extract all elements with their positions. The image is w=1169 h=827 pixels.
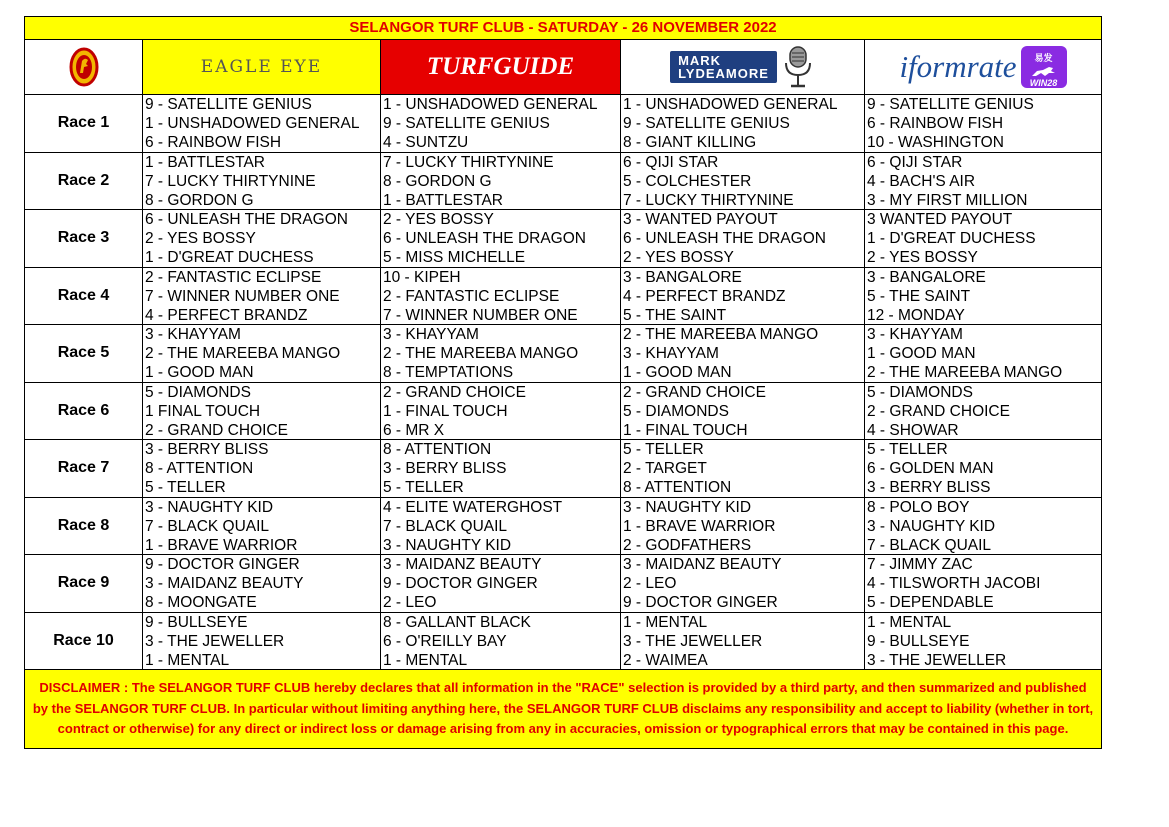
iformrate-picks-cell xyxy=(865,613,1101,670)
eagle-eye-picks-cell xyxy=(143,95,381,152)
mark-lydeamore-line1: MARK xyxy=(678,53,722,68)
pick-entry: 2 - WAIMEA xyxy=(623,651,708,669)
pick-entry: 5 - TELLER xyxy=(383,479,464,496)
pick-entry: 5 - THE SAINT xyxy=(623,306,727,324)
pick-entry: 1 FINAL TOUCH xyxy=(145,402,261,420)
pick-entry: 4 - SHOWAR xyxy=(867,421,959,439)
pick-entry: 2 - LEO xyxy=(623,575,677,592)
pick-entry: 3 - KHAYYAM xyxy=(867,326,963,343)
pick-entry: 7 - JIMMY ZAC xyxy=(867,556,973,573)
iformrate-logo-text: iformrate xyxy=(899,49,1017,84)
pick-entry: 4 - PERFECT BRANDZ xyxy=(145,306,308,324)
pick-entry: 6 - RAINBOW FISH xyxy=(145,134,282,151)
race-table xyxy=(25,95,1101,670)
pick-entry: 6 - MR X xyxy=(383,421,445,439)
race-label: Race 6 xyxy=(25,383,143,440)
pick-entry: 3 - THE JEWELLER xyxy=(867,651,1007,669)
iformrate-picks-cell xyxy=(865,498,1101,555)
pick-entry: 2 - YES BOSSY xyxy=(383,211,494,228)
pick-entry: 6 - QIJI STAR xyxy=(623,153,719,171)
turfguide-picks-cell xyxy=(381,383,621,440)
pick-entry: 6 - UNLEASH THE DRAGON xyxy=(623,230,826,247)
eagle-eye-picks-cell xyxy=(143,210,381,267)
race-label: Race 10 xyxy=(25,613,143,670)
race-label: Race 4 xyxy=(25,268,143,325)
eagle-eye-picks-cell xyxy=(143,325,381,382)
iformrate-logo xyxy=(899,46,1066,88)
pick-entry: 2 - THE MAREEBA MANGO xyxy=(623,326,819,343)
pick-entry: 1 - D'GREAT DUCHESS xyxy=(867,230,1036,247)
pick-entry: 4 - PERFECT BRANDZ xyxy=(623,287,786,305)
pick-entry: 2 - GRAND CHOICE xyxy=(145,421,288,439)
pick-entry: 3 - MAIDANZ BEAUTY xyxy=(145,575,304,592)
pick-entry: 2 - FANTASTIC ECLIPSE xyxy=(383,287,560,305)
pick-entry: 5 - DIAMONDS xyxy=(867,383,973,401)
race-label: Race 5 xyxy=(25,325,143,382)
pick-entry: 3 - BANGALORE xyxy=(867,268,986,286)
eagle-eye-picks-cell xyxy=(143,383,381,440)
eagle-eye-picks-cell xyxy=(143,153,381,210)
pick-entry: 2 - THE MAREEBA MANGO xyxy=(383,345,579,362)
pick-entry: 6 - QIJI STAR xyxy=(867,153,963,171)
pick-entry: 8 - MOONGATE xyxy=(145,594,257,611)
pick-entry: 5 - TELLER xyxy=(867,441,948,458)
pick-entry: 6 - O'REILLY BAY xyxy=(383,632,507,650)
pick-entry: 8 - ATTENTION xyxy=(623,479,732,496)
pick-entry: 4 - BACH'S AIR xyxy=(867,172,976,190)
pick-entry: 9 - BULLSEYE xyxy=(145,613,248,631)
mark-lydeamore-picks-cell xyxy=(621,325,865,382)
win28-badge-text: WIN28 xyxy=(1029,78,1058,88)
iformrate-picks-cell xyxy=(865,153,1101,210)
pick-entry: 2 - LEO xyxy=(383,594,437,611)
pick-entry: 9 - DOCTOR GINGER xyxy=(145,556,300,573)
pick-entry: 6 - RAINBOW FISH xyxy=(867,115,1004,132)
eagle-eye-logo-text: EAGLE EYE xyxy=(200,57,323,77)
pick-entry: 9 - DOCTOR GINGER xyxy=(623,594,778,611)
pick-entry: 1 - MENTAL xyxy=(145,651,230,669)
turfguide-picks-cell xyxy=(381,325,621,382)
turfguide-picks-cell xyxy=(381,153,621,210)
pick-entry: 3 - MAIDANZ BEAUTY xyxy=(383,556,542,573)
pick-entry: 3 WANTED PAYOUT xyxy=(867,211,1013,228)
pick-entry: 10 - WASHINGTON xyxy=(867,134,1004,151)
pick-entry: 9 - SATELLITE GENIUS xyxy=(867,96,1034,113)
pick-entry: 9 - BULLSEYE xyxy=(867,632,970,650)
pick-entry: 5 - TELLER xyxy=(145,479,226,496)
pick-entry: 12 - MONDAY xyxy=(867,306,965,324)
table-row xyxy=(25,268,1101,326)
table-row xyxy=(25,325,1101,383)
pick-entry: 8 - TEMPTATIONS xyxy=(383,364,514,381)
pick-entry: 6 - UNLEASH THE DRAGON xyxy=(383,230,586,247)
pick-entry: 8 - GALLANT BLACK xyxy=(383,613,531,631)
mark-lydeamore-picks-cell xyxy=(621,268,865,325)
pick-entry: 1 - BATTLESTAR xyxy=(383,191,504,209)
pick-entry: 1 - UNSHADOWED GENERAL xyxy=(145,115,360,132)
turfguide-picks-cell xyxy=(381,613,621,670)
turfguide-picks-cell xyxy=(381,440,621,497)
iformrate-picks-cell xyxy=(865,325,1101,382)
pick-entry: 5 - TELLER xyxy=(623,441,704,458)
table-row xyxy=(25,210,1101,268)
pick-entry: 1 - BRAVE WARRIOR xyxy=(145,536,298,554)
pick-entry: 3 - BANGALORE xyxy=(623,268,742,286)
iformrate-picks-cell xyxy=(865,383,1101,440)
pick-entry: 3 - NAUGHTY KID xyxy=(867,517,996,535)
eagle-eye-picks-cell xyxy=(143,555,381,612)
mark-lydeamore-logo-cell xyxy=(621,40,865,94)
mark-lydeamore-picks-cell xyxy=(621,498,865,555)
pick-entry: 4 - TILSWORTH JACOBI xyxy=(867,575,1041,592)
turfguide-logo-cell xyxy=(381,40,621,94)
race-label: Race 2 xyxy=(25,153,143,210)
pick-entry: 9 - SATELLITE GENIUS xyxy=(383,115,550,132)
pick-entry: 8 - GORDON G xyxy=(145,191,254,209)
pick-entry: 9 - SATELLITE GENIUS xyxy=(623,115,790,132)
win28-badge-cn: 易发 xyxy=(1034,53,1053,63)
pick-entry: 7 - LUCKY THIRTYNINE xyxy=(145,172,316,190)
pick-entry: 7 - WINNER NUMBER ONE xyxy=(383,306,578,324)
mark-lydeamore-logo xyxy=(670,45,815,89)
pick-entry: 3 - BERRY BLISS xyxy=(145,441,269,458)
pick-entry: 2 - GRAND CHOICE xyxy=(383,383,526,401)
logo-row xyxy=(25,40,1101,95)
iformrate-logo-cell xyxy=(865,40,1101,94)
race-label: Race 8 xyxy=(25,498,143,555)
table-row xyxy=(25,383,1101,441)
mark-lydeamore-logo-box xyxy=(670,51,777,83)
pick-entry: 5 - DIAMONDS xyxy=(623,402,729,420)
pick-entry: 3 - MAIDANZ BEAUTY xyxy=(623,556,782,573)
pick-entry: 1 - MENTAL xyxy=(383,651,468,669)
iformrate-picks-cell xyxy=(865,95,1101,152)
pick-entry: 3 - KHAYYAM xyxy=(145,326,241,343)
eagle-eye-logo-cell xyxy=(143,40,381,94)
win28-badge xyxy=(1021,46,1067,88)
eagle-eye-picks-cell xyxy=(143,268,381,325)
sheet-title: SELANGOR TURF CLUB - SATURDAY - 26 NOVEMBER 2022 xyxy=(25,17,1101,40)
mark-lydeamore-picks-cell xyxy=(621,440,865,497)
pick-entry: 6 - GOLDEN MAN xyxy=(867,460,994,477)
pick-entry: 9 - SATELLITE GENIUS xyxy=(145,96,312,113)
iformrate-picks-cell xyxy=(865,210,1101,267)
iformrate-picks-cell xyxy=(865,268,1101,325)
pick-entry: 5 - THE SAINT xyxy=(867,287,971,305)
table-row xyxy=(25,555,1101,613)
turfguide-logo-text: TURFGUIDE xyxy=(426,53,575,80)
race-label: Race 1 xyxy=(25,95,143,152)
pick-entry: 1 - MENTAL xyxy=(623,613,708,631)
pick-entry: 3 - NAUGHTY KID xyxy=(383,536,512,554)
pick-entry: 2 - YES BOSSY xyxy=(145,230,256,247)
pick-entry: 8 - GORDON G xyxy=(383,172,492,190)
mark-lydeamore-picks-cell xyxy=(621,153,865,210)
pick-entry: 1 - MENTAL xyxy=(867,613,952,631)
table-row xyxy=(25,613,1101,671)
pick-entry: 2 - GRAND CHOICE xyxy=(623,383,766,401)
pick-entry: 1 - UNSHADOWED GENERAL xyxy=(623,96,838,113)
pick-entry: 6 - UNLEASH THE DRAGON xyxy=(145,211,348,228)
microphone-icon xyxy=(781,45,815,89)
pick-entry: 5 - DEPENDABLE xyxy=(867,594,994,611)
pick-entry: 5 - COLCHESTER xyxy=(623,172,752,190)
pick-entry: 3 - BERRY BLISS xyxy=(383,460,507,477)
pick-entry: 1 - GOOD MAN xyxy=(867,345,976,362)
disclaimer-text: DISCLAIMER : The SELANGOR TURF CLUB hereby declares that all information in the "RACE" selection is provided by a third party, and then summarized and published by the SELANGOR TURF CLUB. In particular without limiting anything here, the SELANGOR TURF CLUB disclaims any responsibility and accept to liability (whether in tort, contract or otherwise) for any direct or indirect loss or damage arising from any in accuracies, omission or typographical errors that may be contained in this page. xyxy=(25,670,1101,748)
pick-entry: 7 - BLACK QUAIL xyxy=(867,536,992,554)
race-label: Race 3 xyxy=(25,210,143,267)
pick-entry: 8 - POLO BOY xyxy=(867,498,970,516)
pick-entry: 3 - NAUGHTY KID xyxy=(623,498,752,516)
race-label: Race 9 xyxy=(25,555,143,612)
pick-entry: 1 - GOOD MAN xyxy=(145,364,254,381)
pick-entry: 9 - DOCTOR GINGER xyxy=(383,575,538,592)
pick-entry: 7 - BLACK QUAIL xyxy=(383,517,508,535)
pick-entry: 2 - TARGET xyxy=(623,460,707,477)
race-label: Race 7 xyxy=(25,440,143,497)
turfguide-picks-cell xyxy=(381,210,621,267)
mark-lydeamore-picks-cell xyxy=(621,383,865,440)
pick-entry: 3 - THE JEWELLER xyxy=(623,632,763,650)
pick-entry: 2 - THE MAREEBA MANGO xyxy=(867,364,1063,381)
table-row xyxy=(25,498,1101,556)
pick-entry: 1 - FINAL TOUCH xyxy=(623,421,748,439)
selangor-turf-club-logo xyxy=(69,47,99,87)
pick-entry: 3 - WANTED PAYOUT xyxy=(623,211,778,228)
pick-entry: 3 - BERRY BLISS xyxy=(867,479,991,496)
pick-entry: 2 - GODFATHERS xyxy=(623,536,752,554)
pick-entry: 10 - KIPEH xyxy=(383,268,461,286)
pick-entry: 5 - MISS MICHELLE xyxy=(383,249,526,266)
turfguide-logo xyxy=(381,40,620,94)
eagle-eye-picks-cell xyxy=(143,440,381,497)
table-row xyxy=(25,95,1101,153)
pick-entry: 3 - KHAYYAM xyxy=(383,326,479,343)
pick-entry: 1 - GOOD MAN xyxy=(623,364,732,381)
eagle-eye-picks-cell xyxy=(143,498,381,555)
table-row xyxy=(25,153,1101,211)
pick-entry: 7 - LUCKY THIRTYNINE xyxy=(623,191,794,209)
selangor-turf-club-logo-cell xyxy=(25,40,143,94)
pick-entry: 4 - ELITE WATERGHOST xyxy=(383,498,563,516)
pick-entry: 7 - LUCKY THIRTYNINE xyxy=(383,153,554,171)
pick-entry: 2 - THE MAREEBA MANGO xyxy=(145,345,341,362)
pick-entry: 7 - WINNER NUMBER ONE xyxy=(145,287,340,305)
turfguide-picks-cell xyxy=(381,95,621,152)
turfguide-picks-cell xyxy=(381,498,621,555)
pick-entry: 3 - NAUGHTY KID xyxy=(145,498,274,516)
iformrate-picks-cell xyxy=(865,440,1101,497)
pick-entry: 8 - ATTENTION xyxy=(145,460,254,477)
pick-entry: 1 - BATTLESTAR xyxy=(145,153,266,171)
turfguide-picks-cell xyxy=(381,555,621,612)
turfguide-picks-cell xyxy=(381,268,621,325)
mark-lydeamore-line2: LYDEAMORE xyxy=(678,66,769,81)
pick-entry: 2 - YES BOSSY xyxy=(623,249,734,266)
eagle-eye-logo xyxy=(143,40,380,94)
pick-entry: 8 - ATTENTION xyxy=(383,441,492,458)
horse-icon xyxy=(1029,64,1059,78)
pick-entry: 5 - DIAMONDS xyxy=(145,383,251,401)
pick-entry: 3 - THE JEWELLER xyxy=(145,632,285,650)
pick-entry: 2 - YES BOSSY xyxy=(867,249,978,266)
pick-entry: 1 - FINAL TOUCH xyxy=(383,402,508,420)
pick-entry: 1 - BRAVE WARRIOR xyxy=(623,517,776,535)
pick-entry: 3 - KHAYYAM xyxy=(623,345,719,362)
pick-entry: 4 - SUNTZU xyxy=(383,134,469,151)
pick-entry: 7 - BLACK QUAIL xyxy=(145,517,270,535)
table-row xyxy=(25,440,1101,498)
mark-lydeamore-picks-cell xyxy=(621,210,865,267)
race-selection-sheet xyxy=(24,16,1102,749)
pick-entry: 2 - GRAND CHOICE xyxy=(867,402,1010,420)
mark-lydeamore-picks-cell xyxy=(621,613,865,670)
iformrate-picks-cell xyxy=(865,555,1101,612)
pick-entry: 8 - GIANT KILLING xyxy=(623,134,757,151)
mark-lydeamore-picks-cell xyxy=(621,555,865,612)
pick-entry: 2 - FANTASTIC ECLIPSE xyxy=(145,268,322,286)
pick-entry: 1 - D'GREAT DUCHESS xyxy=(145,249,314,266)
pick-entry: 3 - MY FIRST MILLION xyxy=(867,191,1028,209)
mark-lydeamore-picks-cell xyxy=(621,95,865,152)
eagle-eye-picks-cell xyxy=(143,613,381,670)
pick-entry: 1 - UNSHADOWED GENERAL xyxy=(383,96,598,113)
